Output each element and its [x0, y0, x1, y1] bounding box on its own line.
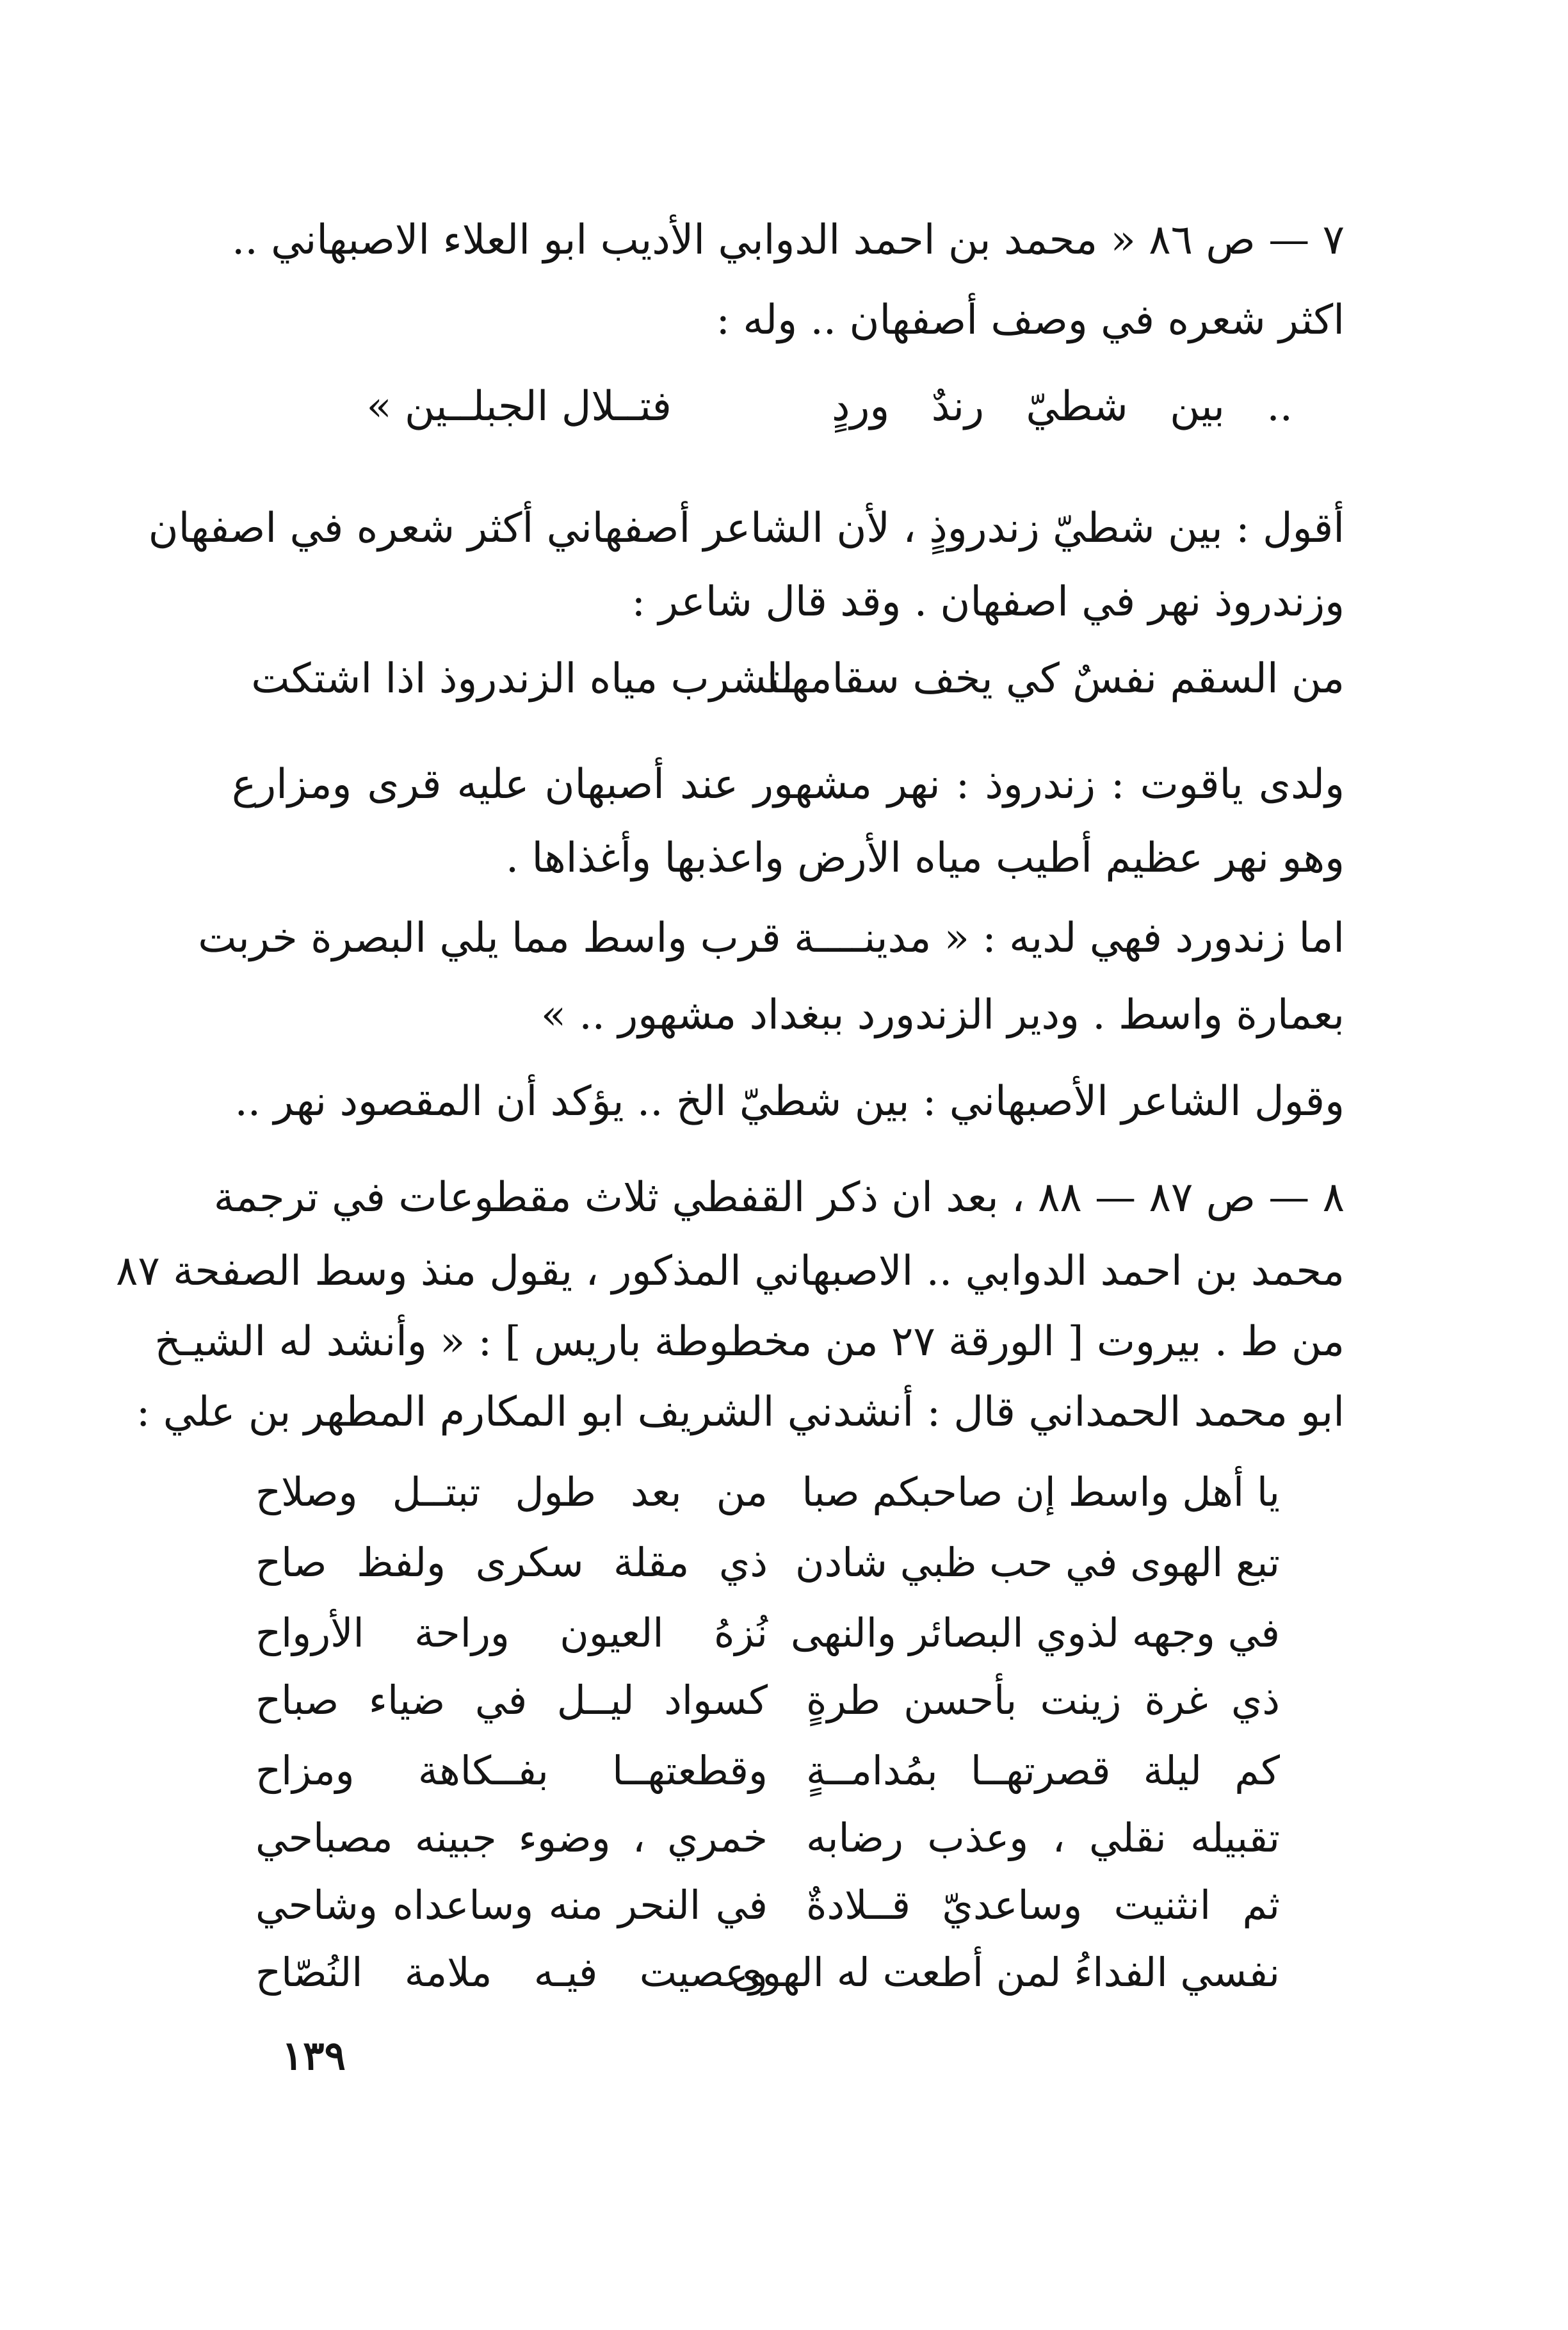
commentary-1-line-1: أقول : بين شطيّ زندروذٍ ، لأن الشاعر أصفهاني أكثر شعره في اصفهان	[148, 505, 1345, 552]
verse-7-left-hemistich: فتــلال الجبلــين »	[366, 383, 672, 430]
paragraph-8-line-2: محمد بن احمد الدوابي .. الاصبهاني المذكور ، يقول منذ وسط الصفحة ٨٧	[116, 1248, 1345, 1295]
commentary-2-line-1: ولدى ياقوت : زندروذ : نهر مشهور عند أصبهان عليه قرى ومزارع	[232, 761, 1345, 808]
verse-7-right-hemistich: .. بين شطيّ رندٌ وردٍ	[832, 383, 1293, 430]
paragraph-8-line-3: من ط . بيروت [ الورقة ٢٧ من مخطوطة باريس ] : « وأنشد له الشيـخ	[154, 1318, 1345, 1365]
poem-verse-1-left: من بعد طول تبتــل وصلاح	[255, 1469, 768, 1515]
poem-verse-6-right: تقبيله نقلي ، وعذب رضابه	[806, 1814, 1280, 1861]
poem-verse-2-right: تبع الهوى في حب ظبي شادن	[795, 1539, 1280, 1586]
poem-verse-3-right: في وجهه لذوي البصائر والنهى	[790, 1609, 1280, 1656]
poem-verse-8-left: وعصيت فيـه ملامة النُصّاح	[255, 1949, 768, 1996]
poem-verse-5-right: كم ليلة قصرتهــا بمُدامــةٍ	[806, 1747, 1280, 1794]
commentary-2-line-2: وهو نهر عظيم أطيب مياه الأرض واعذبها وأغذاها .	[505, 835, 1345, 882]
poem-verse-1-right: يا أهل واسط إن صاحبكم صبا	[802, 1469, 1280, 1515]
verse-commentary-right-hemistich: لتشرب مياه الزندروذ اذا اشتكت	[251, 655, 793, 703]
page-number: ١٣٩	[282, 2032, 346, 2079]
paragraph-8-line-4: ابو محمد الحمداني قال : أنشدني الشريف ابو المكارم المطهر بن علي :	[136, 1389, 1345, 1436]
paragraph-7-line-2: اكثر شعره في وصف أصفهان .. وله :	[716, 297, 1345, 344]
commentary-3-line-2: بعمارة واسط . ودير الزندورد ببغداد مشهور .. »	[540, 991, 1345, 1039]
poem-verse-8-right: نفسي الفداءُ لمن أطعت له الهوى	[731, 1949, 1280, 1996]
poem-verse-7-left: في النحر منه وساعداه وشاحي	[255, 1882, 768, 1928]
poem-verse-4-right: ذي غرة زينت بأحسن طرةٍ	[806, 1677, 1280, 1723]
commentary-1-line-2: وزندروذ نهر في اصفهان . وقد قال شاعر :	[631, 578, 1345, 626]
poem-verse-3-left: نُزهُ العيون وراحة الأرواح	[255, 1609, 768, 1656]
verse-commentary-left-hemistich: من السقم نفسٌ كي يخف سقامهـا	[766, 655, 1345, 703]
paragraph-8-line-1: ٨ — ص ٨٧ — ٨٨ ، بعد ان ذكر القفطي ثلاث مقطوعات في ترجمة	[213, 1174, 1345, 1221]
poem-verse-5-left: وقطعتهــا بفــكاهة ومزاح	[255, 1747, 768, 1794]
paragraph-7-line-1: ٧ — ص ٨٦ « محمد بن احمد الدوابي الأديب ابو العلاء الاصبهاني ..	[232, 216, 1345, 264]
poem-verse-7-right: ثم انثنيت وساعديّ قــلادةٌ	[806, 1882, 1280, 1928]
commentary-3-line-1: اما زندورد فهي لديه : « مدينــــة قرب واسط مما يلي البصرة خربت	[198, 915, 1345, 962]
poem-verse-6-left: خمري ، وضوء جبينه مصباحي	[255, 1814, 768, 1861]
poem-verse-2-left: ذي مقلة سكرى ولفظ صاح	[255, 1539, 768, 1586]
poem-verse-4-left: كسواد ليــل في ضياء صباح	[255, 1677, 768, 1723]
commentary-4-line-1: وقول الشاعر الأصبهاني : بين شطيّ الخ .. يؤكد أن المقصود نهر ..	[234, 1078, 1345, 1125]
